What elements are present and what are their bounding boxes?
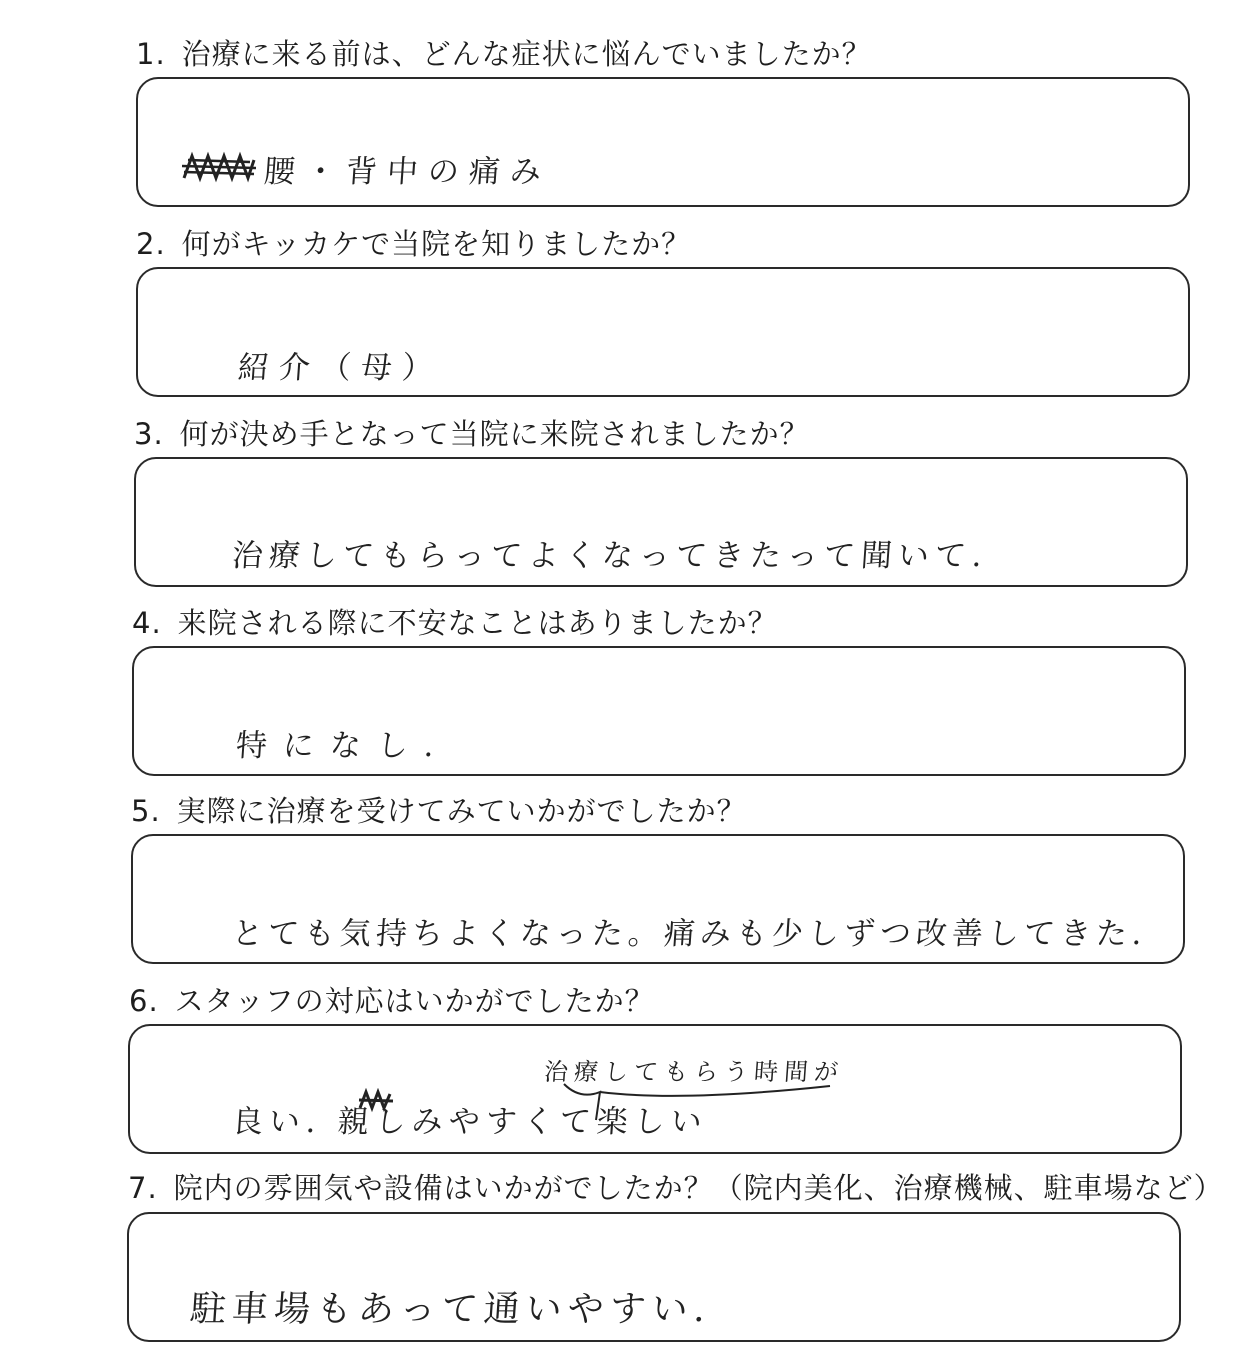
question-text: 何が決め手となって当院に来院されましたか？ <box>179 417 810 451</box>
question-5 <box>131 793 747 829</box>
answer-5: とても気持ちよくなった。痛みも少しずつ改善してきた. <box>230 916 1149 952</box>
question-number: 4. <box>132 606 162 640</box>
question-2 <box>136 226 691 262</box>
answer-4: 特になし. <box>234 728 452 764</box>
question-6 <box>129 983 655 1019</box>
question-3 <box>134 416 810 452</box>
answer-6-insert: 治療してもらう時間が <box>543 1058 845 1086</box>
question-text: 実際に治療を受けてみていかがでしたか？ <box>176 794 747 828</box>
question-text: スタッフの対応はいかがでしたか？ <box>174 984 655 1018</box>
answer-7: 駐車場もあって通いやすい. <box>188 1289 713 1330</box>
answer-2: 紹介（母） <box>236 350 445 386</box>
question-number: 6. <box>129 984 159 1018</box>
question-4 <box>132 605 778 641</box>
question-text: 何がキッカケで当院を知りましたか？ <box>181 227 692 261</box>
question-1 <box>136 36 872 72</box>
crossed-out-scribble <box>180 148 258 188</box>
question-number: 2. <box>136 227 166 261</box>
answer-6-main: 良い. 親しみやすくて楽しい <box>230 1104 709 1140</box>
question-number: 5. <box>131 794 161 828</box>
question-number: 7. <box>128 1171 158 1205</box>
question-text: 治療に来る前は、どんな症状に悩んでいましたか？ <box>181 37 872 71</box>
question-text: 来院される際に不安なことはありましたか？ <box>177 606 778 640</box>
question-number: 1. <box>136 37 166 71</box>
question-text: 院内の雰囲気や設備はいかがでしたか？（院内美化、治療機械、駐車場など） <box>173 1171 1224 1205</box>
answer-1: 腰・背中の痛み <box>262 154 553 190</box>
answer-3: 治療してもらってよくなってきたって聞いて. <box>230 538 990 574</box>
question-number: 3. <box>134 417 164 451</box>
question-7 <box>128 1170 1224 1206</box>
